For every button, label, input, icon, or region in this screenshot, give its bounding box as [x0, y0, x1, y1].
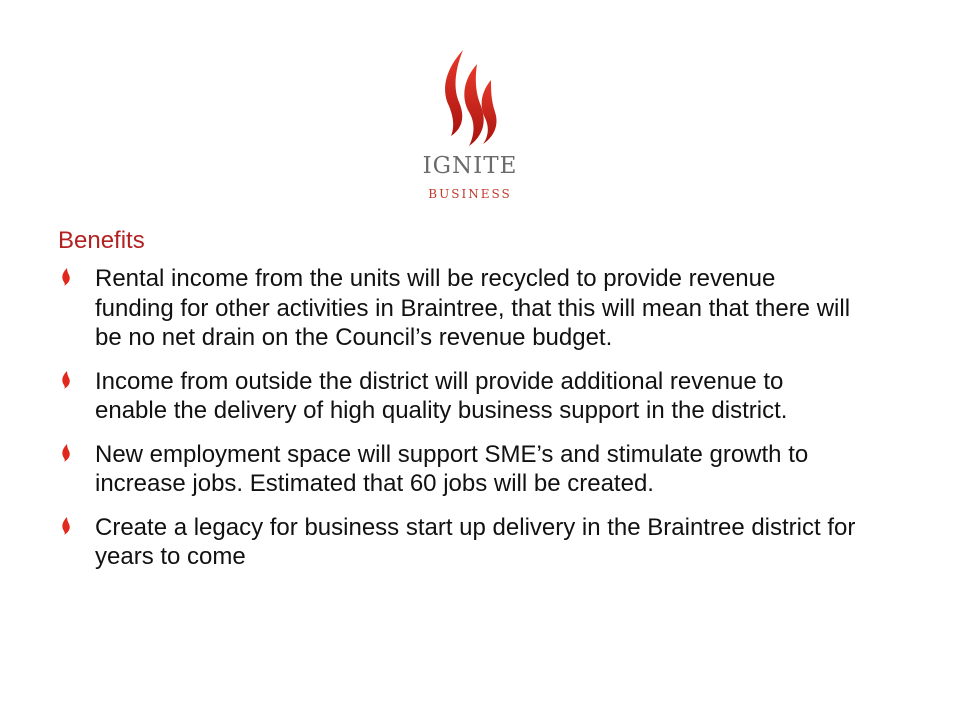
flame-bullet-icon	[61, 444, 71, 462]
benefits-list	[58, 264, 858, 586]
bullet-text: New employment space will support SME’s and stimulate growth to increase jobs. Estimated that 60 jobs will be created.	[95, 440, 809, 497]
bullet-text: Income from outside the district will provide additional revenue to enable the delivery of high quality business support in the district.	[95, 367, 788, 424]
flame-bullet-icon	[61, 517, 71, 535]
list-item	[58, 440, 858, 499]
flame-bullet-icon	[61, 268, 71, 286]
flame-bullet-icon	[61, 371, 71, 389]
logo-word-business: BUSINESS	[428, 187, 512, 201]
ignite-business-logo	[405, 40, 535, 210]
bullet-text: Rental income from the units will be recycled to provide revenue funding for other activities in Braintree, that this will mean that there will be no net drain on the Council’s revenue budget.	[95, 265, 851, 351]
list-item	[58, 264, 858, 353]
logo-word-ignite: IGNITE	[422, 153, 518, 179]
section-heading: Benefits	[58, 227, 145, 254]
list-item	[58, 367, 858, 426]
flame-logo-icon	[405, 40, 535, 210]
list-item	[58, 513, 858, 572]
bullet-text: Create a legacy for business start up delivery in the Braintree district for years to come	[95, 513, 856, 570]
